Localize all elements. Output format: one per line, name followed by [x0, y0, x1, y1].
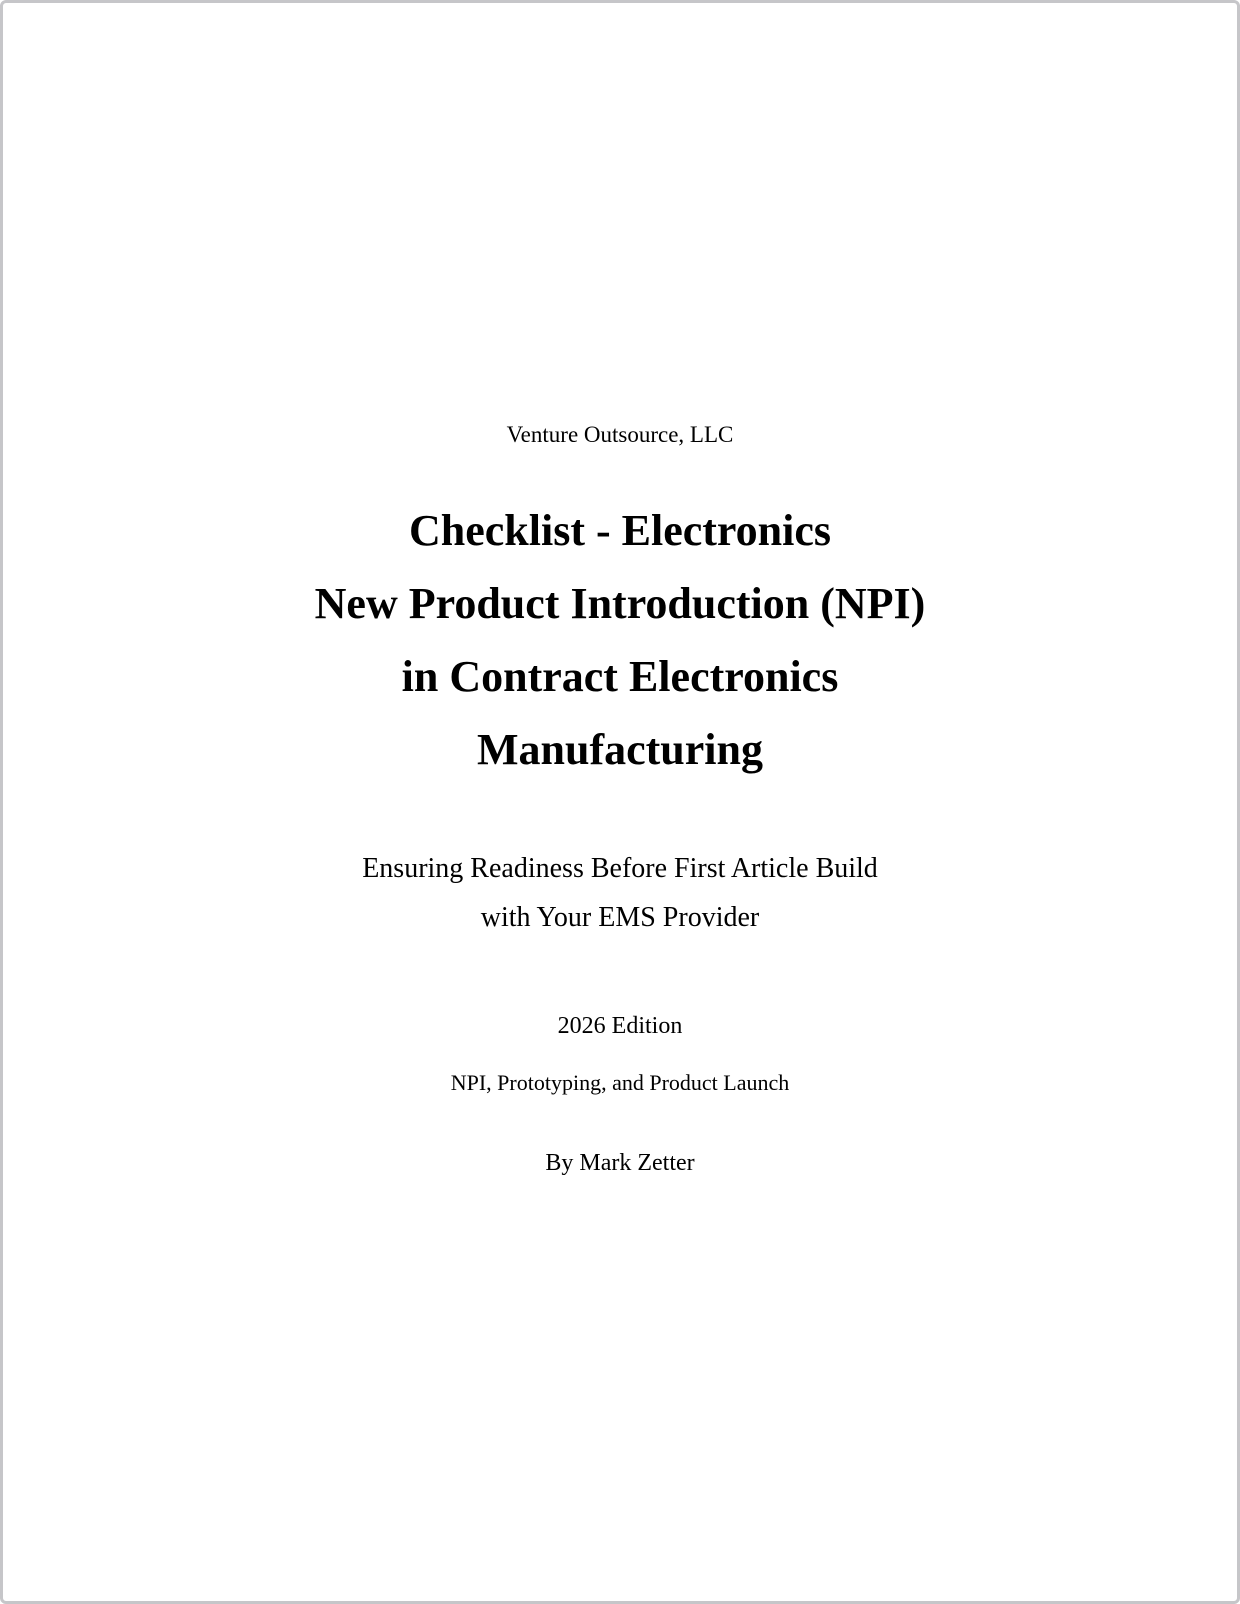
author-byline: By Mark Zetter: [545, 1150, 695, 1176]
document-subtitle: [3, 844, 1237, 942]
document-title: [3, 494, 1237, 786]
title-line-4: Manufacturing: [477, 725, 763, 774]
title-line-3: in Contract Electronics: [401, 652, 839, 701]
subtitle-line-1: Ensuring Readiness Before First Article Build: [362, 853, 878, 884]
tagline: NPI, Prototyping, and Product Launch: [450, 1070, 790, 1095]
title-line-2: New Product Introduction (NPI): [314, 579, 926, 628]
edition-label: 2026 Edition: [557, 1013, 683, 1039]
title-line-1: Checklist - Electronics: [408, 506, 832, 555]
subtitle-line-2: with Your EMS Provider: [480, 902, 760, 933]
publisher-name: Venture Outsource, LLC: [506, 422, 734, 447]
